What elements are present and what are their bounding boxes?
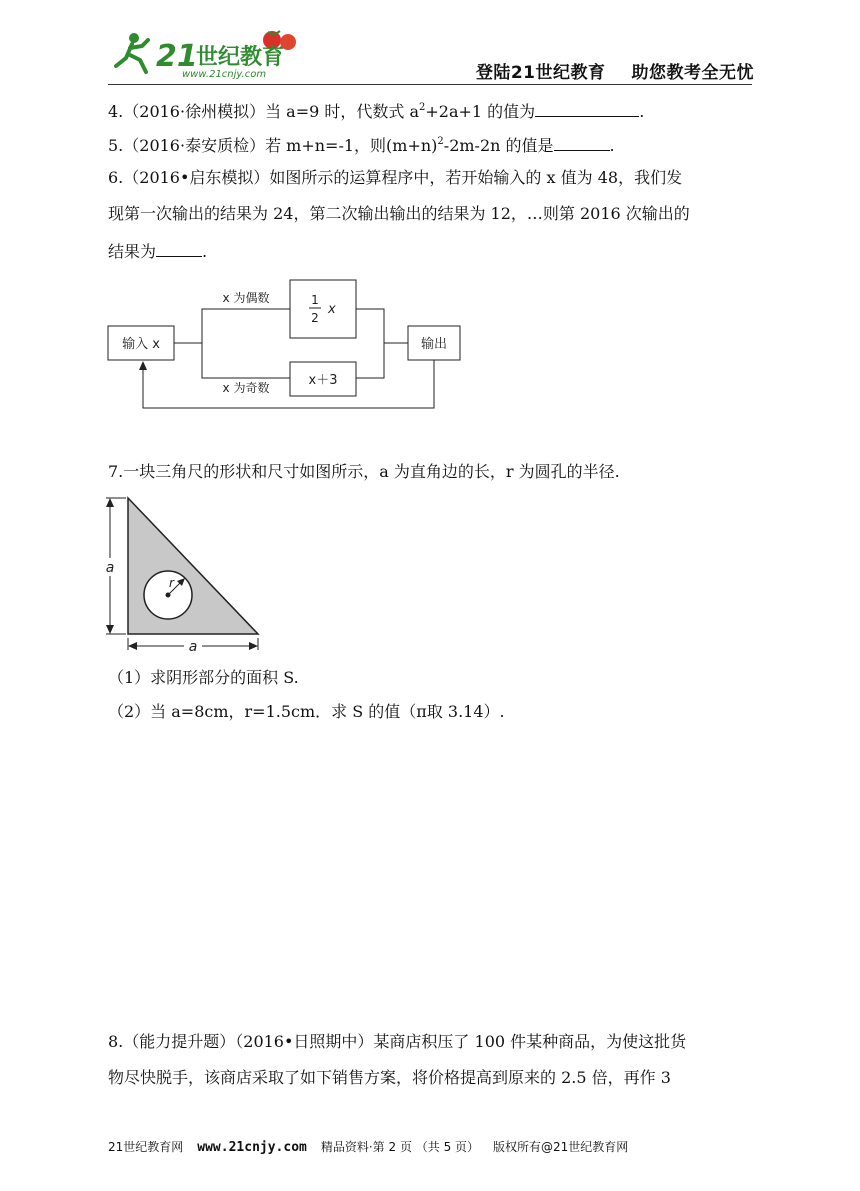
q4-answer-blank — [535, 100, 639, 117]
footer-page: 精品资料·第 2 页 （共 5 页） — [320, 1140, 480, 1154]
loop-line — [143, 360, 434, 408]
q5-sup: 2 — [437, 136, 444, 147]
q8-line-1: 8.（能力提升题）（2016•日照期中）某商店积压了 100 件某种商品，为使这批货 — [108, 1032, 687, 1051]
side-label: a — [105, 560, 115, 576]
q8-line-2: 物尽快脱手，该商店采取了如下销售方案，将价格提高到原来的 2.5 倍，再作 3 — [108, 1068, 671, 1087]
q4-text-before: 4.（2016·徐州模拟）当 a=9 时，代数式 a — [108, 102, 419, 121]
header-divider — [108, 84, 752, 85]
header-slogan — [476, 58, 754, 83]
slogan-right: 助您教考全无忧 — [631, 63, 754, 83]
q5-end: . — [609, 136, 615, 155]
q6-answer-blank — [156, 240, 202, 257]
radius-label: r — [169, 576, 174, 590]
runner-icon — [116, 33, 148, 72]
flowchart-diagram — [100, 278, 470, 414]
page-footer — [108, 1138, 628, 1155]
half-denominator: 2 — [311, 311, 319, 325]
footer-left: 21世纪教育网 — [108, 1140, 184, 1154]
bottom-label: a — [188, 639, 198, 652]
q5-text-before: 5.（2016·泰安质检）若 m+n=-1，则(m+n) — [108, 136, 438, 155]
q7-part-2: （2）当 a=8cm，r=1.5cm．求 S 的值（π取 3.14）. — [108, 702, 505, 721]
plus-label: x＋3 — [308, 373, 338, 388]
q6-line-2: 现第一次输出的结果为 24，第二次输出输出的结果为 12，…则第 2016 次输出的 — [108, 204, 690, 223]
footer-copyright: 版权所有@21世纪教育网 — [493, 1140, 629, 1154]
half-variable: x — [328, 302, 336, 317]
loop-arrowhead — [139, 361, 147, 370]
q5-answer-blank — [554, 134, 610, 151]
q6-line-1: 6.（2016•启东模拟）如图所示的运算程序中，若开始输入的 x 值为 48，我们发 — [108, 168, 683, 187]
question-4 — [108, 100, 644, 122]
logo — [112, 26, 312, 80]
logo-number: 21 — [156, 39, 198, 74]
odd-label: x 为奇数 — [222, 381, 270, 395]
q5-text-after: -2m-2n 的值是 — [443, 136, 554, 155]
triangle-shape — [128, 498, 258, 634]
q4-end: . — [639, 102, 645, 121]
input-label: 输入 x — [122, 337, 160, 352]
half-box — [290, 280, 356, 338]
q4-sup: 2 — [419, 102, 426, 113]
even-label: x 为偶数 — [222, 291, 270, 305]
q6-line-3 — [108, 240, 207, 262]
q7-text: 7.一块三角尺的形状和尺寸如图所示，a 为直角边的长，r 为圆孔的半径. — [108, 462, 620, 481]
question-5 — [108, 134, 615, 156]
q6-line-3-text: 结果为 — [108, 242, 157, 261]
logo-url: www.21cnjy.com — [182, 69, 267, 80]
output-label: 输出 — [420, 337, 448, 352]
logo-chinese: 世纪教育 — [196, 45, 285, 70]
q4-text-after: +2a+1 的值为 — [425, 102, 536, 121]
half-numerator: 1 — [311, 293, 319, 307]
branch-lines — [174, 309, 408, 378]
footer-site-link[interactable]: www.21cnjy.com — [197, 1140, 307, 1155]
q6-end: . — [202, 242, 208, 261]
q7-part-1: （1）求阴形部分的面积 S. — [108, 668, 299, 687]
triangle-diagram — [98, 492, 268, 652]
slogan-left: 登陆21世纪教育 — [475, 63, 606, 83]
